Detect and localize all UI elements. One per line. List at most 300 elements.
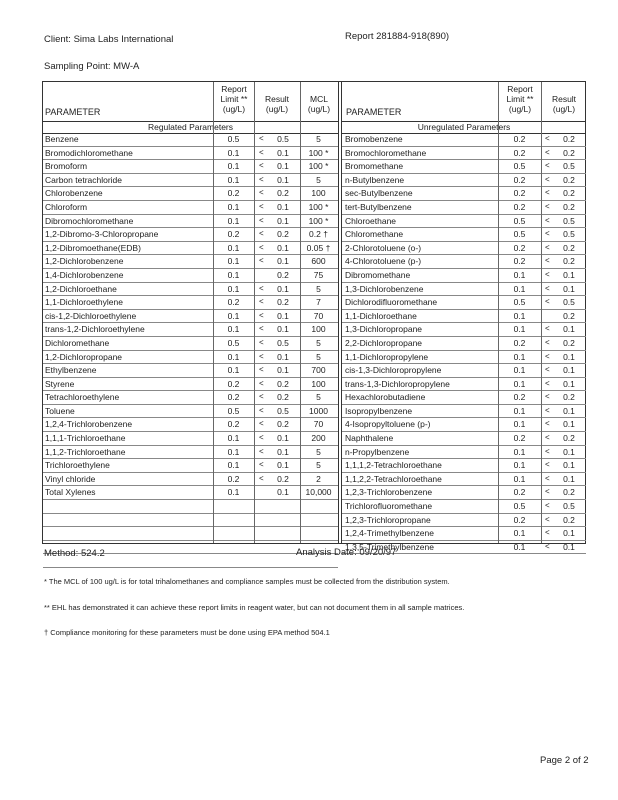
result-value: 0.2 [277,297,289,308]
less-than-sign: < [545,215,550,225]
table-row [43,446,338,460]
mcl-value: 0.2 † [309,229,328,240]
parameter-name: 1,2,4-Trimethylbenzene [345,528,434,539]
mcl-header [301,94,337,114]
table-row [43,160,338,174]
table-row [342,269,586,283]
parameter-name: 1,3,5-Trimethylbenzene [345,541,434,552]
parameter-name: Tetrachloroethylene [45,392,120,403]
parameter-name: Carbon tetrachloride [45,174,123,185]
parameter-name: Benzene [45,134,79,144]
report-limit-value: 0.1 [227,310,240,321]
report-limit-value: 0.2 [227,297,240,308]
parameter-name [45,527,211,540]
report-limit-value: 0.2 [227,392,240,403]
footnote-report-limits: ** EHL has demonstrated it can achieve these report limits in reagent water, but can not document them in all sample matrices. [44,603,465,612]
parameter-name: Chloromethane [345,229,404,240]
result-value [267,500,299,513]
mcl-value: 100 * [308,147,329,158]
mcl-value: 100 * [308,161,329,172]
result-value: 0.1 [277,433,289,444]
less-than-sign: < [545,161,550,171]
parameter-name: Bromobenzene [345,134,403,144]
less-than-sign: < [545,501,550,511]
report-limit-header-line: Limit ** [220,94,248,104]
less-than-sign: < [545,201,550,211]
table-row [342,459,586,473]
result-value: 0.5 [563,297,575,308]
result-value: 0.2 [563,147,575,158]
parameter-name: 4-Chlorotoluene (p-) [345,256,422,267]
sampling-point-label: Sampling Point: MW-A [44,61,140,72]
table-row [342,473,586,487]
mcl-value: 100 * [308,215,329,226]
mcl-value [300,514,337,527]
parameter-name: Bromodichloromethane [45,147,133,158]
table-row [43,418,338,432]
table-row [43,323,338,337]
results-table [42,81,586,552]
parameter-name: 1,3-Dichlorobenzene [345,283,424,294]
table-row [43,337,338,351]
result-value: 0.2 [277,392,289,403]
result-value: 0.1 [277,242,289,253]
mcl-value: 70 [313,419,324,430]
report-limit-header-line: (ug/L) [508,104,532,114]
table-row [43,527,338,541]
report-limit-value: 0.1 [513,310,526,321]
report-limit-value: 0.2 [227,473,240,484]
result-value [267,554,299,567]
report-limit-value: 0.1 [227,446,240,457]
report-limit-value: 0.2 [513,147,526,158]
footnote-compliance: † Compliance monitoring for these parameters must be done using EPA method 504.1 [44,628,330,637]
unregulated-section-title: Unregulated Parameters [342,121,586,134]
mcl-header-line: (ug/L) [307,104,331,114]
table-row [43,201,338,215]
mcl-value: 1000 [309,405,328,416]
table-row [342,405,586,419]
table-row [43,459,338,473]
less-than-sign: < [259,310,264,320]
regulated-table [43,82,339,543]
result-value: 0.2 [277,378,289,389]
regulated-rows [43,133,338,568]
table-row [342,514,586,528]
less-than-sign: < [545,351,550,361]
parameter-name: 1,2-Dichlorobenzene [45,256,124,267]
unregulated-column-headers [342,82,586,120]
table-row [43,486,338,500]
mcl-value: 5 [316,283,321,294]
report-limit-value: 0.1 [513,269,526,280]
less-than-sign: < [545,419,550,429]
report-limit-header [500,84,540,114]
unregulated-table [341,82,586,552]
table-row [342,378,586,392]
less-than-sign: < [259,161,264,171]
less-than-sign: < [259,365,264,375]
less-than-sign: < [545,528,550,538]
report-limit-value: 0.1 [227,147,240,158]
result-value [267,541,299,554]
parameter-name: trans-1,3-Dichloropropylene [345,378,450,389]
table-row [43,269,338,283]
result-value: 0.2 [563,310,575,321]
less-than-sign: < [545,256,550,266]
less-than-sign: < [545,269,550,279]
parameter-name: 1,2-Dibromo-3-Chloropropane [45,229,159,240]
table-row [43,351,338,365]
report-limit-value: 0.2 [513,256,526,267]
unregulated-rows [342,133,586,554]
report-limit-value: 0.5 [513,501,526,512]
report-limit-value: 0.1 [227,174,240,185]
result-value [267,527,299,540]
report-limit-value: 0.1 [227,487,240,498]
table-row [342,446,586,460]
less-than-sign: < [259,419,264,429]
less-than-sign: < [259,324,264,334]
parameter-name: Chloroform [45,201,88,212]
result-value: 0.1 [563,324,575,335]
table-row [342,228,586,242]
less-than-sign: < [259,174,264,184]
method-label: Method: 524.2 [44,548,105,559]
parameter-name: Dichlorodifluoromethane [345,297,438,308]
analysis-date-label: Analysis Date: 09/20/97 [296,547,397,558]
report-limit-value: 0.1 [513,351,526,362]
report-limit-header [215,84,253,114]
mcl-value: 100 [311,324,326,335]
parameter-name: 2-Chlorotoluene (o-) [345,242,422,253]
table-row [342,174,586,188]
result-header-line: (ug/L) [265,104,289,114]
result-value: 0.1 [277,365,289,376]
report-limit-value: 0.1 [513,378,526,389]
parameter-name: Hexachlorobutadiene [345,392,426,403]
less-than-sign: < [259,392,264,402]
mcl-value [300,527,337,540]
less-than-sign: < [259,242,264,252]
report-limit-header-line: Report [221,84,247,94]
report-limit-value: 0.2 [513,487,526,498]
less-than-sign: < [259,256,264,266]
mcl-value: 7 [316,297,321,308]
result-value: 0.1 [277,310,289,321]
less-than-sign: < [259,283,264,293]
result-value: 0.2 [277,419,289,430]
result-value: 0.2 [563,134,575,144]
mcl-header-line: MCL [310,94,328,104]
result-value: 0.1 [277,324,289,335]
report-limit-value: 0.5 [513,297,526,308]
parameter-name: 1,2-Dichloroethane [45,283,117,294]
less-than-sign: < [545,174,550,184]
parameter-name: Chlorobenzene [45,188,103,199]
parameter-name: Vinyl chloride [45,473,96,484]
mcl-value: 600 [311,256,326,267]
table-row [342,432,586,446]
less-than-sign: < [545,242,550,252]
less-than-sign: < [545,473,550,483]
less-than-sign: < [259,229,264,239]
report-limit-value: 0.1 [513,541,526,552]
report-limit-value: 0.1 [227,433,240,444]
result-value: 0.2 [563,392,575,403]
parameter-name: Bromomethane [345,161,404,172]
less-than-sign: < [545,487,550,497]
table-row [342,391,586,405]
less-than-sign: < [545,378,550,388]
result-value: 0.1 [563,378,575,389]
report-limit-value: 0.1 [227,215,240,226]
result-value: 0.1 [563,351,575,362]
result-value: 0.2 [563,256,575,267]
table-row [342,255,586,269]
result-value: 0.1 [563,365,575,376]
result-header [542,94,586,114]
less-than-sign: < [259,473,264,483]
report-limit-value: 0.1 [513,365,526,376]
result-value: 0.2 [563,487,575,498]
parameter-name: sec-Butylbenzene [345,188,413,199]
parameter-name: 1,1-Dichloropropylene [345,351,429,362]
parameter-name [45,514,211,527]
report-limit-value [213,514,254,527]
table-row [342,160,586,174]
result-value: 0.2 [277,229,289,240]
parameter-name: 4-Isopropyltoluene (p-) [345,419,431,430]
table-row [342,323,586,337]
result-value: 0.1 [277,256,289,267]
result-value: 0.2 [277,473,289,484]
result-header-line: Result [551,94,577,104]
result-value: 0.1 [563,460,575,471]
parameter-name: n-Butylbenzene [345,174,405,185]
parameter-name: Styrene [45,378,75,389]
mcl-value: 100 * [308,201,329,212]
footnote-mcl: * The MCL of 100 ug/L is for total trihalomethanes and compliance samples must be collected from the distribution system. [44,577,450,586]
result-value: 0.1 [563,419,575,430]
table-row [43,378,338,392]
report-limit-value [213,500,254,513]
table-row [43,500,338,514]
regulated-column-headers [43,82,338,120]
parameter-name: Dichloromethane [45,337,110,348]
result-value: 0.1 [563,269,575,280]
report-limit-value: 0.1 [513,283,526,294]
result-value: 0.1 [277,283,289,294]
table-row [43,432,338,446]
result-value: 0.2 [563,337,575,348]
table-row [43,228,338,242]
report-limit-value: 0.1 [513,405,526,416]
result-value: 0.5 [563,161,575,172]
table-row [43,215,338,229]
table-row [43,147,338,161]
mcl-value: 2 [316,473,321,484]
less-than-sign: < [259,378,264,388]
mcl-value: 5 [316,351,321,362]
report-limit-header-line: Limit ** [506,94,534,104]
report-limit-value: 0.2 [227,229,240,240]
table-row [342,337,586,351]
table-row [43,296,338,310]
table-row [342,486,586,500]
result-value: 0.5 [277,405,289,416]
report-limit-value: 0.2 [227,419,240,430]
less-than-sign: < [259,460,264,470]
parameter-name: 1,2,3-Trichloropropane [345,514,431,525]
report-limit-value: 0.5 [513,215,526,226]
parameter-name: 1,1,1,2-Tetrachloroethane [345,460,442,471]
result-value: 0.2 [563,514,575,525]
result-value: 0.1 [563,283,575,294]
result-value: 0.1 [563,446,575,457]
result-value: 0.2 [563,433,575,444]
report-limit-value: 0.5 [227,134,240,144]
parameter-name: trans-1,2-Dichloroethylene [45,324,145,335]
table-row [342,147,586,161]
parameter-name: n-Propylbenzene [345,446,410,457]
report-limit-value: 0.2 [513,134,526,144]
table-row [342,187,586,201]
less-than-sign: < [545,446,550,456]
parameter-name: Ethylbenzene [45,365,97,376]
parameter-name: Isopropylbenzene [345,405,413,416]
report-limit-value: 0.2 [513,242,526,253]
mcl-value: 5 [316,337,321,348]
parameter-name: Trichlorofluoromethane [345,501,433,512]
table-row [43,473,338,487]
table-row [342,527,586,541]
result-value: 0.1 [277,460,289,471]
report-limit-value: 0.2 [513,174,526,185]
mcl-value: 70 [313,310,324,321]
report-limit-value: 0.1 [227,283,240,294]
less-than-sign: < [259,188,264,198]
report-limit-value [213,541,254,554]
mcl-value: 10,000 [305,487,332,498]
report-limit-value: 0.1 [227,161,240,172]
parameter-name: 2,2-Dichloropropane [345,337,423,348]
mcl-value: 5 [316,446,321,457]
parameter-name: Toluene [45,405,75,416]
table-row [342,364,586,378]
less-than-sign: < [545,134,550,143]
report-limit-value: 0.5 [227,405,240,416]
result-value: 0.1 [277,174,289,185]
parameter-name: Chloroethane [345,215,397,226]
client-label: Client: Sima Labs International [44,34,174,45]
table-row [342,296,586,310]
result-header-line: (ug/L) [552,104,576,114]
less-than-sign: < [545,337,550,347]
table-row [342,283,586,297]
report-limit-value: 0.1 [227,351,240,362]
parameter-name: Trichloroethylene [45,460,110,471]
report-number: Report 281884-918(890) [345,31,450,42]
less-than-sign: < [545,460,550,470]
result-header-line: Result [264,94,290,104]
parameter-name: Total Xylenes [45,487,96,498]
report-limit-value: 0.1 [513,460,526,471]
mcl-value [300,500,337,513]
report-limit-value: 0.1 [227,242,240,253]
result-value: 0.5 [563,501,575,512]
less-than-sign: < [545,405,550,415]
table-row [342,500,586,514]
parameter-name: 1,1-Dichloroethylene [45,297,123,308]
less-than-sign: < [259,337,264,347]
result-value: 0.2 [563,201,575,212]
result-value [267,514,299,527]
result-value: 0.5 [277,134,289,144]
table-row [43,255,338,269]
less-than-sign: < [259,446,264,456]
mcl-value: 100 [311,188,326,199]
table-row [342,201,586,215]
report-limit-value: 0.1 [513,528,526,539]
table-row [43,174,338,188]
result-value: 0.1 [277,215,289,226]
parameter-name: Bromochloromethane [345,147,427,158]
result-value: 0.5 [563,215,575,226]
report-limit-value: 0.2 [513,188,526,199]
table-row [43,391,338,405]
result-value: 0.2 [563,174,575,185]
table-row [342,310,586,324]
report-limit-value: 0.1 [513,473,526,484]
parameter-header: PARAMETER [346,107,402,117]
less-than-sign: < [545,147,550,157]
result-value: 0.1 [563,473,575,484]
mcl-value: 700 [311,365,326,376]
parameter-name: 1,1,1-Trichloroethane [45,433,126,444]
report-limit-value: 0.1 [227,201,240,212]
result-value: 0.2 [563,188,575,199]
table-row [342,418,586,432]
result-value: 0.1 [277,487,289,498]
table-row [342,215,586,229]
parameter-name: tert-Butylbenzene [345,201,412,212]
mcl-value: 0.05 † [306,242,331,253]
report-limit-value: 0.1 [513,419,526,430]
report-limit-value [213,554,254,567]
less-than-sign: < [259,147,264,157]
table-row [342,242,586,256]
less-than-sign: < [545,229,550,239]
result-value: 0.1 [277,161,289,172]
parameter-name: cis-1,2-Dichloroethylene [45,310,137,321]
parameter-name: 1,2-Dibromoethane(EDB) [45,242,141,253]
table-row [43,514,338,528]
report-limit-value: 0.1 [513,446,526,457]
mcl-value: 5 [316,460,321,471]
report-limit-value: 0.1 [227,269,240,280]
mcl-value: 75 [313,269,324,280]
parameter-name: 1,3-Dichloropropane [345,324,423,335]
less-than-sign: < [545,514,550,524]
less-than-sign: < [545,392,550,402]
report-limit-value: 0.2 [513,514,526,525]
parameter-name: Bromoform [45,161,88,172]
parameter-header: PARAMETER [45,107,101,117]
result-value: 0.1 [277,147,289,158]
report-limit-value: 0.5 [513,161,526,172]
parameter-name: Naphthalene [345,433,394,444]
